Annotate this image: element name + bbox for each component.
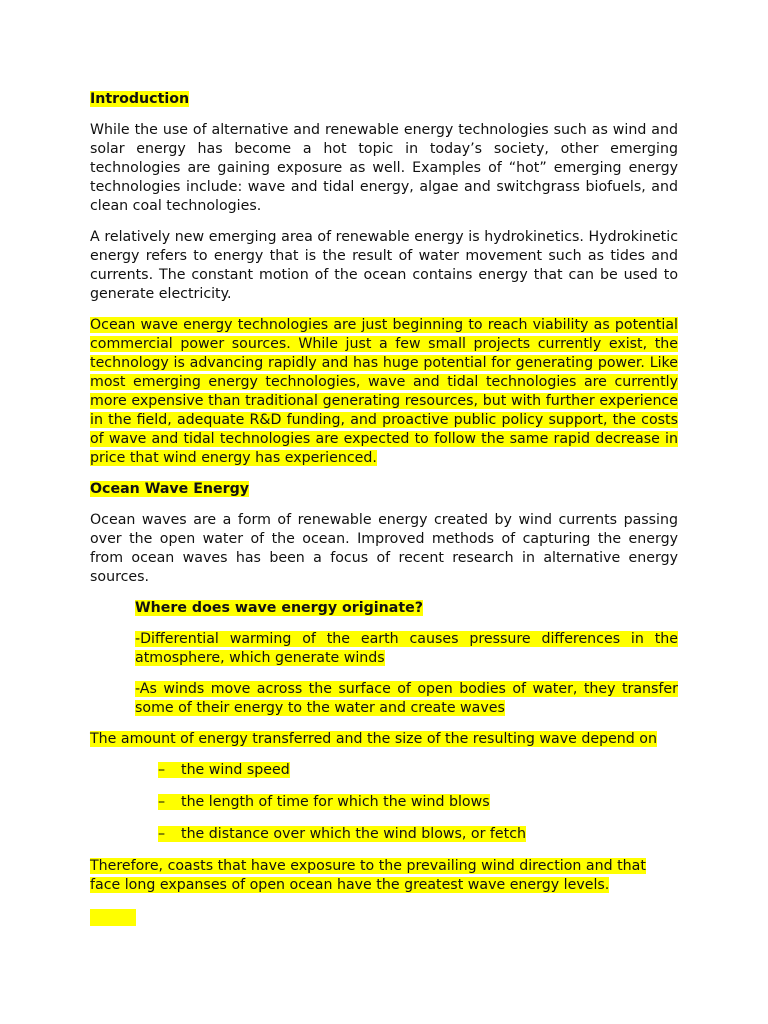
paragraph-intro: While the use of alternative and renewable energy technologies such as wind and solar energy has become a hot topic in today’s society, other emerging technologies are gaining exposure as well. Examples of “hot” emerging energy technologies include: wave and tidal energy, algae and switchgrass biofuels, and clean coal technologies. xyxy=(90,122,678,214)
intro-heading: Introduction xyxy=(90,91,190,107)
paragraph-hydrokinetics: A relatively new emerging area of renewable energy is hydrokinetics. Hydrokinetic energy refers to energy that is the result of water movement such as tides and currents. The constant motion of the ocean contains energy that can be used to generate electricity. xyxy=(90,229,678,302)
bullet-item: – the wind speed xyxy=(158,762,290,778)
bullet-item: – the distance over which the wind blows, or fetch xyxy=(158,826,526,842)
bullet-item: – the length of time for which the wind blows xyxy=(158,794,490,810)
amount-line: The amount of energy transferred and the size of the resulting wave depend on xyxy=(90,731,657,747)
dash-marker: – xyxy=(158,794,166,810)
paragraph-conclusion: Therefore, coasts that have exposure to the prevailing wind direction and that face long expanses of open ocean have the greatest wave energy levels. xyxy=(90,858,646,893)
empty-highlight xyxy=(90,909,136,926)
origin-subheading: Where does wave energy originate? xyxy=(135,600,423,616)
paragraph-wave-technologies: Ocean wave energy technologies are just beginning to reach viability as potential commercial power sources. While just a few small projects currently exist, the technology is advancing rapidly and has huge potential for generating power. Like most emerging energy technologies, wave and tidal technologies are currently more expensive than traditional generating resources, but with further experience in the field, adequate R&D funding, and proactive public policy support, the costs of wave and tidal technologies are expected to follow the same rapid decrease in price that wind energy has experienced. xyxy=(90,317,678,466)
origin-point-1: -Differential warming of the earth causes pressure differences in the atmosphere, which generate winds xyxy=(135,631,678,666)
origin-point-2: -As winds move across the surface of open bodies of water, they transfer some of their energy to the water and create waves xyxy=(135,681,678,716)
dash-marker: – xyxy=(158,762,166,778)
paragraph-ocean-waves: Ocean waves are a form of renewable energy created by wind currents passing over the open water of the ocean. Improved methods of capturing the energy from ocean waves has been a focus of recent research in alternative energy sources. xyxy=(90,512,678,585)
wave-energy-heading: Ocean Wave Energy xyxy=(90,481,250,497)
dash-marker: – xyxy=(158,826,166,842)
document-page xyxy=(90,90,678,932)
